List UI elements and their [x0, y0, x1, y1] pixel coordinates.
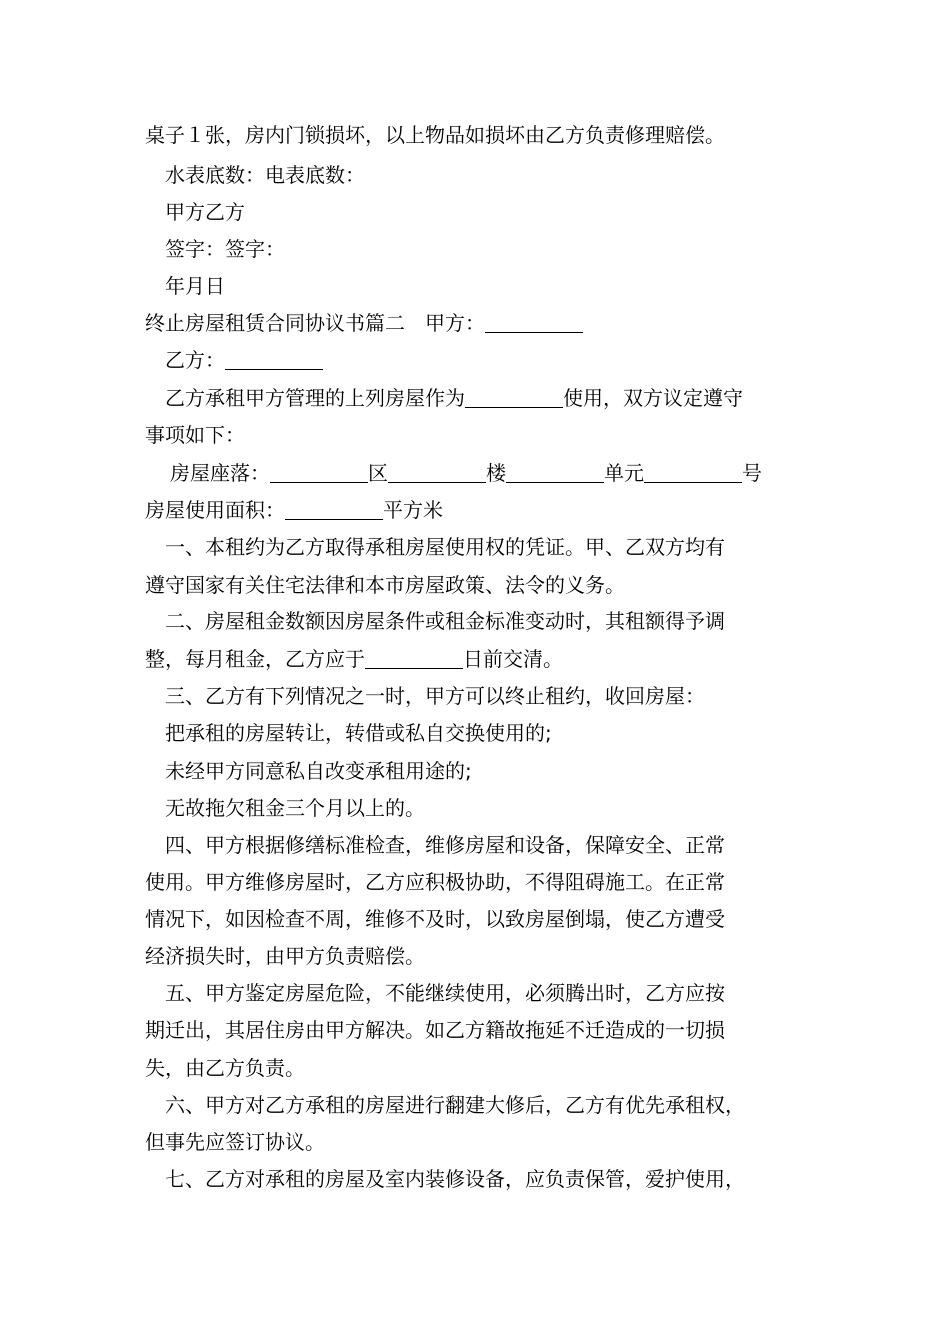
text: 区: [368, 461, 388, 485]
text: 情况下，如因检查不周，维修不及时，以致房屋倒塌，使乙方遭受: [145, 907, 725, 931]
text-line: [145, 1128, 815, 1156]
fill-blank: [465, 387, 563, 408]
text: 失，由乙方负责。: [145, 1056, 305, 1080]
fill-blank: [388, 462, 486, 483]
text-line: [165, 1165, 815, 1193]
text-line: [165, 384, 815, 412]
text: 房屋使用面积：: [145, 498, 285, 522]
text: 年月日: [165, 274, 225, 298]
text: 号: [742, 461, 762, 485]
text-line: [145, 571, 815, 599]
text-line: [145, 868, 815, 896]
section-heading: 终止房屋租赁合同协议书篇二: [145, 311, 405, 335]
text-line: [165, 979, 815, 1007]
fill-blank: [485, 312, 583, 333]
text: 甲方：: [425, 311, 485, 335]
text-line: [145, 121, 815, 149]
text: 日前交清。: [463, 647, 563, 671]
fill-blank: [285, 499, 383, 520]
text: 无故拖欠租金三个月以上的。: [165, 796, 425, 820]
text: 二、房屋租金数额因房屋条件或租金标准变动时，其租额得予调: [165, 609, 725, 633]
text-line: [165, 831, 815, 859]
text: 七、乙方对承租的房屋及室内装修设备，应负责保管，爱护使用，: [165, 1167, 745, 1191]
text: 签字：签字：: [165, 237, 285, 261]
text: 期迁出，其居住房由甲方解决。如乙方籍故拖延不迁造成的一切损: [145, 1018, 725, 1042]
text: 乙方承租甲方管理的上列房屋作为: [165, 386, 465, 410]
text-line: [165, 1091, 815, 1119]
text: 一、本租约为乙方取得承租房屋使用权的凭证。甲、乙双方均有: [165, 535, 725, 559]
text: 乙方：: [165, 348, 225, 372]
text-line: [145, 1054, 815, 1082]
text-line: [145, 942, 815, 970]
text: 使用。甲方维修房屋时，乙方应积极协助，不得阻碍施工。在正常: [145, 870, 725, 894]
text: 整，每月租金，乙方应于: [145, 647, 365, 671]
text: 四、甲方根据修缮标准检查，维修房屋和设备，保障安全、正常: [165, 833, 725, 857]
fill-blank: [365, 648, 463, 669]
text: 楼: [486, 461, 506, 485]
text-line: [145, 905, 815, 933]
text: 未经甲方同意私自改变承租用途的;: [165, 759, 472, 783]
text-line: [165, 235, 815, 263]
text-line: [165, 198, 815, 226]
text: 桌子１张，房内门锁损坏，以上物品如损坏由乙方负责修理赔偿。: [145, 123, 725, 147]
text: 把承租的房屋转让，转借或私自交换使用的;: [165, 721, 552, 745]
text-line: [165, 757, 815, 785]
fill-blank: [644, 462, 742, 483]
text: 平方米: [383, 498, 443, 522]
text-line: [145, 645, 815, 673]
text-line: [165, 682, 815, 710]
text-line: [165, 272, 815, 300]
text-line: [145, 1016, 815, 1044]
text: 使用，双方议定遵守: [563, 386, 743, 410]
text: 水表底数：电表底数：: [165, 163, 365, 187]
text: 但事先应签订协议。: [145, 1130, 325, 1154]
text: 经济损失时，由甲方负责赔偿。: [145, 944, 425, 968]
text-line: [165, 607, 815, 635]
text-line: [145, 421, 815, 449]
text: 事项如下：: [145, 423, 245, 447]
section-heading-line: [145, 309, 815, 337]
fill-blank: [506, 462, 604, 483]
text-line: [165, 161, 815, 189]
text-line: [165, 533, 815, 561]
fill-blank: [225, 349, 323, 370]
text: 三、乙方有下列情况之一时，甲方可以终止租约，收回房屋：: [165, 684, 705, 708]
text: 六、甲方对乙方承租的房屋进行翻建大修后，乙方有优先承租权，: [165, 1093, 745, 1117]
text: 房屋座落：: [170, 461, 270, 485]
text-line: [165, 719, 815, 747]
text: 五、甲方鉴定房屋危险，不能继续使用，必须腾出时，乙方应按: [165, 981, 725, 1005]
text-line: [170, 459, 815, 487]
text-line: [165, 794, 815, 822]
text: 遵守国家有关住宅法律和本市房屋政策、法令的义务。: [145, 573, 625, 597]
text-line: [145, 496, 815, 524]
fill-blank: [270, 462, 368, 483]
text-line: [165, 346, 815, 374]
text: 甲方乙方: [165, 200, 245, 224]
text: 单元: [604, 461, 644, 485]
